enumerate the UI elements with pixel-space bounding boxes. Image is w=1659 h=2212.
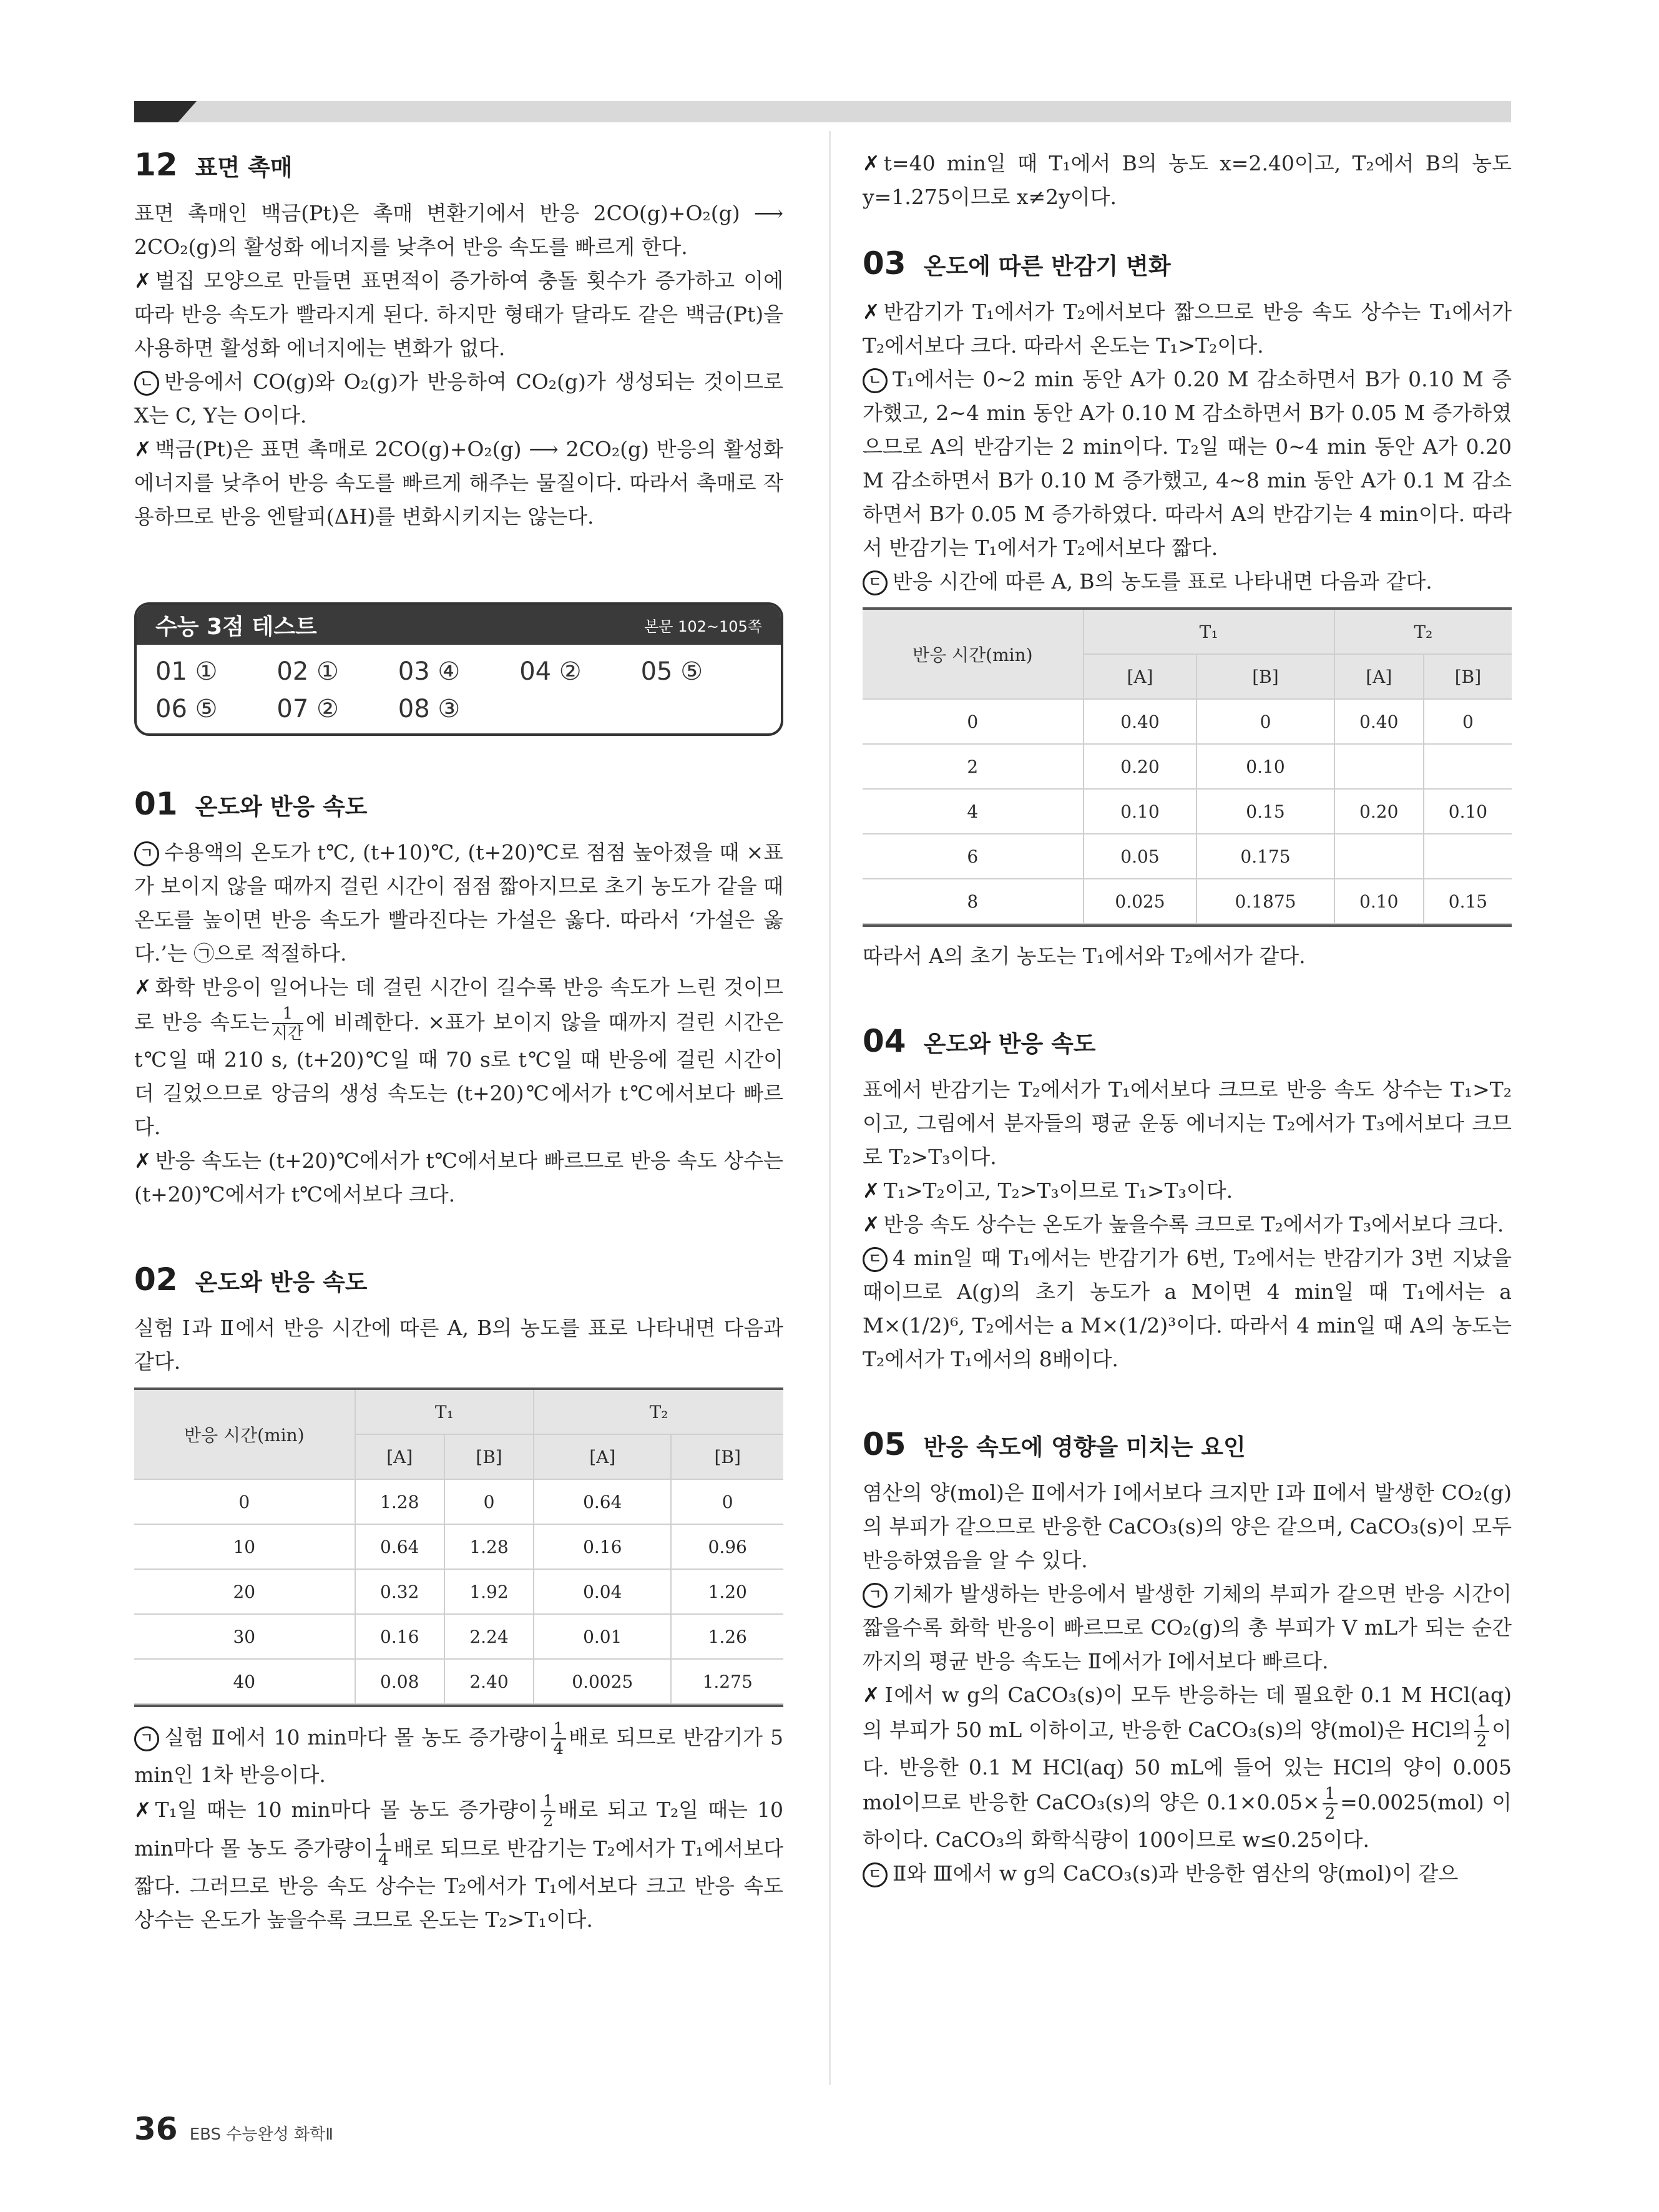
table-cell: 0.05 bbox=[1084, 834, 1197, 879]
fraction: $\frac{1}{\text{시간}}$ bbox=[272, 1004, 304, 1043]
table-cell: 10 bbox=[134, 1524, 355, 1569]
page-number: 36 bbox=[134, 2111, 178, 2147]
paragraph: 표에서 반감기는 T₂에서가 T₁에서보다 크므로 반응 속도 상수는 T₁>T₂이고, 그림에서 분자들의 평균 운동 에너지는 T₂에서가 T₃에서보다 크므로 T₂>T₃이다. bbox=[863, 1077, 1512, 1169]
table-cell: 0.175 bbox=[1197, 834, 1334, 879]
paragraph: ㄴ 반응에서 CO(g)와 O₂(g)가 반응하여 CO₂(g)가 생성되는 것이므로 X는 C, Y는 O이다. bbox=[134, 369, 783, 428]
table-cell: 0.15 bbox=[1424, 879, 1512, 924]
section-number: 12 bbox=[134, 147, 178, 183]
table-cell: 2.24 bbox=[444, 1614, 534, 1659]
answer-item: 08 ③ bbox=[398, 695, 461, 723]
paragraph: ㄴ T₁에서는 0~2 min 동안 A가 0.20 M 감소하면서 B가 0.10 M 증가했고, 2~4 min 동안 A가 0.10 M 감소하면서 B가 0.05 M 증가하였으므로 A의 반감기는 2 min이다. T₂일 때는 0~4 min 동안 A가 0.20 M 감소하면서 B가 0.10 M 증가했고, 4~8 min 동안 A가 0.1 M 감소하면서 B가 0.05 M 증가하였다. 따라서 A의 반감기는 4 min이다. 따라서 반감기는 T₁에서가 T₂에서보다 짧다. bbox=[863, 367, 1512, 560]
paragraph: ✗ 반응 속도 상수는 온도가 높을수록 크므로 T₂에서가 T₃에서보다 크다. bbox=[863, 1212, 1504, 1236]
section-number: 04 bbox=[863, 1023, 906, 1059]
data-table-03 bbox=[863, 607, 1512, 927]
answer-item: 05 ⑤ bbox=[640, 657, 703, 686]
table-header-time: 반응 시간(min) bbox=[134, 1390, 355, 1479]
right-column bbox=[863, 147, 1512, 1891]
answer-item: 04 ② bbox=[519, 657, 582, 686]
table-row bbox=[134, 1614, 783, 1659]
mark-ㄱ-icon: ㄱ bbox=[863, 1583, 888, 1608]
answer-item: 06 ⑤ bbox=[155, 695, 218, 723]
table-cell: 0.40 bbox=[1084, 699, 1197, 744]
header-bar bbox=[134, 101, 1511, 122]
table-cell: 1.275 bbox=[671, 1659, 783, 1704]
table-cell: 0 bbox=[863, 699, 1084, 744]
table-row bbox=[134, 1569, 783, 1614]
table-cell bbox=[1424, 834, 1512, 879]
paragraph: 실험 Ⅰ과 Ⅱ에서 반응 시간에 따른 A, B의 농도를 표로 나타내면 다음과 같다. bbox=[134, 1316, 783, 1374]
paragraph: 표면 촉매인 백금(Pt)은 촉매 변환기에서 반응 2CO(g)+O₂(g) ⟶ 2CO₂(g)의 활성화 에너지를 낮추어 반응 속도를 빠르게 한다. bbox=[134, 201, 783, 259]
table-row bbox=[134, 1659, 783, 1704]
paragraph: ㄱ 수용액의 온도가 t℃, (t+10)℃, (t+20)℃로 점점 높아졌을 때 ×표가 보이지 않을 때까지 걸린 시간이 점점 짧아지므로 초기 농도가 같을 때 온도를 높이면 반응 속도가 빨라진다는 가설은 옳다. 따라서 ‘가설은 옳다.’는 ㉠으로 적절하다. bbox=[134, 840, 783, 966]
paragraph: ✗ 반감기가 T₁에서가 T₂에서보다 짧으므로 반응 속도 상수는 T₁에서가 T₂에서보다 크다. 따라서 온도는 T₁>T₂이다. bbox=[863, 300, 1512, 358]
answer-grid bbox=[137, 645, 781, 733]
table-cell bbox=[1334, 744, 1424, 789]
table-header-a: [A] bbox=[1084, 654, 1197, 699]
table-cell: 0.1875 bbox=[1197, 879, 1334, 924]
table-cell: 0.64 bbox=[355, 1524, 444, 1569]
section-number: 05 bbox=[863, 1426, 906, 1462]
data-table-02 bbox=[134, 1387, 783, 1707]
table-header-t1: T₁ bbox=[355, 1390, 534, 1434]
x-mark-icon: ✗ bbox=[134, 1798, 152, 1822]
x-mark-icon: ✗ bbox=[134, 437, 152, 461]
paragraph: 염산의 양(mol)은 Ⅱ에서가 Ⅰ에서보다 크지만 Ⅰ과 Ⅱ에서 발생한 CO₂(g)의 부피가 같으므로 반응한 CaCO₃(s)의 양은 같으며, CaCO₃(s)이 모두 반응하였음을 알 수 있다. bbox=[863, 1480, 1512, 1572]
fraction: $\frac{1}{2}$ bbox=[1323, 1784, 1338, 1823]
table-cell: 0.32 bbox=[355, 1569, 444, 1614]
section-02-header bbox=[134, 1261, 783, 1298]
table-header-b: [B] bbox=[1197, 654, 1334, 699]
table-row bbox=[134, 1524, 783, 1569]
section-number: 03 bbox=[863, 245, 906, 281]
table-cell: 0 bbox=[444, 1479, 534, 1524]
section-title: 온도와 반응 속도 bbox=[195, 793, 368, 820]
section-title: 반응 속도에 영향을 미치는 요인 bbox=[923, 1434, 1246, 1461]
table-cell: 0.0025 bbox=[534, 1659, 671, 1704]
paragraph: ㄷ 반응 시간에 따른 A, B의 농도를 표로 나타내면 다음과 같다. bbox=[863, 565, 1512, 599]
table-cell: 4 bbox=[863, 789, 1084, 834]
table-cell: 40 bbox=[134, 1659, 355, 1704]
table-cell: 0.16 bbox=[355, 1614, 444, 1659]
table-cell: 1.28 bbox=[355, 1479, 444, 1524]
mark-ㄴ-icon: ㄴ bbox=[134, 371, 159, 396]
section-12-header bbox=[134, 147, 783, 183]
section-05-header bbox=[863, 1426, 1512, 1462]
table-header-a: [A] bbox=[355, 1434, 444, 1479]
table-cell: 1.92 bbox=[444, 1569, 534, 1614]
table-cell: 0.10 bbox=[1084, 789, 1197, 834]
x-mark-icon: ✗ bbox=[134, 975, 152, 999]
paragraph: ✗ T₁>T₂이고, T₂>T₃이므로 T₁>T₃이다. bbox=[863, 1178, 1233, 1203]
table-cell: 0.64 bbox=[534, 1479, 671, 1524]
table-cell: 30 bbox=[134, 1614, 355, 1659]
section-title: 온도와 반응 속도 bbox=[923, 1030, 1096, 1057]
section-number: 01 bbox=[134, 786, 178, 822]
fraction: $\frac{1}{2}$ bbox=[1474, 1712, 1490, 1751]
table-row bbox=[863, 789, 1512, 834]
table-cell: 0.01 bbox=[534, 1614, 671, 1659]
paragraph: ✗ T₁일 때는 10 min마다 몰 농도 증가량이 $\frac{1}{2}$ 배로 되고 T₂일 때는 10 min마다 몰 농도 증가량이 $\frac{1}{4}$ 배로 되므로 반감기는 T₂에서가 T₁에서보다 짧다. 그러므로 반응 속도 상수는 T₂에서가 T₁에서보다 크고 반응 속도 상수는 온도가 높을수록 크므로 온도는 T₂>T₁이다. bbox=[134, 1792, 783, 1932]
section-title: 표면 촉매 bbox=[195, 154, 293, 181]
x-mark-icon: ✗ bbox=[863, 1178, 880, 1203]
table-row bbox=[863, 834, 1512, 879]
answer-box-title: 수능 3점 테스트 bbox=[155, 614, 317, 640]
paragraph: ㄱ 실험 Ⅱ에서 10 min마다 몰 농도 증가량이 $\frac{1}{4}$ 배로 되므로 반감기가 5 min인 1차 반응이다. bbox=[134, 1720, 783, 1787]
x-mark-icon: ✗ bbox=[863, 1683, 880, 1707]
table-header-t2: T₂ bbox=[534, 1390, 783, 1434]
table-row bbox=[863, 744, 1512, 789]
table-cell: 0.10 bbox=[1197, 744, 1334, 789]
table-cell: 6 bbox=[863, 834, 1084, 879]
mark-ㄷ-icon: ㄷ bbox=[863, 1862, 888, 1887]
table-cell: 0.10 bbox=[1334, 879, 1424, 924]
fraction: $\frac{1}{4}$ bbox=[551, 1720, 567, 1758]
table-header-b: [B] bbox=[671, 1434, 783, 1479]
answer-item: 01 ① bbox=[155, 657, 218, 686]
answer-box bbox=[134, 602, 783, 736]
table-header-a: [A] bbox=[1334, 654, 1424, 699]
section-title: 온도와 반응 속도 bbox=[195, 1269, 368, 1296]
x-mark-icon: ✗ bbox=[863, 1212, 880, 1236]
paragraph: ✗ 반응 속도는 (t+20)℃에서가 t℃에서보다 빠르므로 반응 속도 상수는 (t+20)℃에서가 t℃에서보다 크다. bbox=[134, 1148, 783, 1206]
table-cell: 2 bbox=[863, 744, 1084, 789]
table-cell: 8 bbox=[863, 879, 1084, 924]
answer-item: 02 ① bbox=[276, 657, 339, 686]
table-cell: 0.40 bbox=[1334, 699, 1424, 744]
table-cell: 0 bbox=[134, 1479, 355, 1524]
section-03-header bbox=[863, 245, 1512, 281]
table-row bbox=[863, 879, 1512, 924]
table-cell: 1.20 bbox=[671, 1569, 783, 1614]
answer-box-pages: 본문 102~105쪽 bbox=[644, 617, 762, 635]
x-mark-icon: ✗ bbox=[863, 151, 880, 175]
table-cell bbox=[1424, 744, 1512, 789]
table-header-time: 반응 시간(min) bbox=[863, 610, 1084, 699]
mark-ㄱ-icon: ㄱ bbox=[134, 841, 159, 866]
paragraph: 따라서 A의 초기 농도는 T₁에서와 T₂에서가 같다. bbox=[863, 944, 1306, 968]
paragraph: ㄱ 기체가 발생하는 반응에서 발생한 기체의 부피가 같으면 반응 시간이 짧을수록 화학 반응이 빠르므로 CO₂(g)의 총 부피가 V mL가 되는 순간까지의 평균 반응 속도는 Ⅱ에서가 Ⅰ에서보다 빠르다. bbox=[863, 1582, 1512, 1673]
paragraph: ✗ 백금(Pt)은 표면 촉매로 2CO(g)+O₂(g) ⟶ 2CO₂(g) 반응의 활성화 에너지를 낮추어 반응 속도를 빠르게 해주는 물질이다. 따라서 촉매로 작용하므로 반응 엔탈피(ΔH)를 변화시키지는 않는다. bbox=[134, 437, 783, 529]
section-01-header bbox=[134, 786, 783, 822]
x-mark-icon: ✗ bbox=[863, 300, 880, 324]
table-cell: 2.40 bbox=[444, 1659, 534, 1704]
table-cell: 0 bbox=[1197, 699, 1334, 744]
paragraph: ✗ Ⅰ에서 w g의 CaCO₃(s)이 모두 반응하는 데 필요한 0.1 M HCl(aq)의 부피가 50 mL 이하이고, 반응한 CaCO₃(s)의 양(mol)은 HCl의 $\frac{1}{2}$ 이다. 반응한 0.1 M HCl(aq) 50 mL에 들어 있는 HCl의 양이 0.005 mol이므로 반응한 CaCO₃(s)의 양은 0.1×0.05× $\frac{1}{2}$ =0.0025(mol) 이하이다. CaCO₃의 화학식량이 100이므로 w≤0.25이다. bbox=[863, 1683, 1512, 1852]
book-title: EBS 수능완성 화학Ⅱ bbox=[189, 2125, 334, 2144]
answer-item: 03 ④ bbox=[398, 657, 461, 686]
column-divider bbox=[829, 131, 831, 2085]
table-cell: 0.10 bbox=[1424, 789, 1512, 834]
table-header-b: [B] bbox=[1424, 654, 1512, 699]
table-row bbox=[863, 699, 1512, 744]
table-cell: 0 bbox=[1424, 699, 1512, 744]
table-row bbox=[134, 1479, 783, 1524]
section-number: 02 bbox=[134, 1261, 178, 1298]
table-cell: 0.96 bbox=[671, 1524, 783, 1569]
mark-ㄱ-icon: ㄱ bbox=[134, 1726, 159, 1751]
table-cell: 0.04 bbox=[534, 1569, 671, 1614]
mark-ㄷ-icon: ㄷ bbox=[863, 1247, 888, 1272]
paragraph: ✗ 벌집 모양으로 만들면 표면적이 증가하여 충돌 횟수가 증가하고 이에 따라 반응 속도가 빨라지게 된다. 하지만 형태가 달라도 같은 백금(Pt)을 사용하면 활성화 에너지에는 변화가 없다. bbox=[134, 268, 783, 360]
left-column bbox=[134, 147, 783, 1937]
table-cell: 0.16 bbox=[534, 1524, 671, 1569]
table-cell: 20 bbox=[134, 1569, 355, 1614]
x-mark-icon: ✗ bbox=[134, 1148, 152, 1173]
paragraph: ✗ 화학 반응이 일어나는 데 걸린 시간이 길수록 반응 속도가 느린 것이므로 반응 속도는 $\frac{1}{\text{시간}}$ 에 비례한다. ×표가 보이지 않을 때까지 걸린 시간은 t℃일 때 210 s, (t+20)℃일 때 70 s로 t℃일 때 반응에 걸린 시간이 더 길었으므로 앙금의 생성 속도는 (t+20)℃에서가 t℃에서보다 빠르다. bbox=[134, 975, 783, 1139]
answer-item: 07 ② bbox=[276, 695, 339, 723]
mark-ㄷ-icon: ㄷ bbox=[863, 570, 888, 595]
table-cell: 0.08 bbox=[355, 1659, 444, 1704]
table-header-a: [A] bbox=[534, 1434, 671, 1479]
table-header-t2: T₂ bbox=[1334, 610, 1512, 654]
paragraph: ㄷ Ⅱ와 Ⅲ에서 w g의 CaCO₃(s)과 반응한 염산의 양(mol)이 같으 bbox=[863, 1857, 1512, 1891]
paragraph: ㄷ 4 min일 때 T₁에서는 반감기가 6번, T₂에서는 반감기가 3번 지났을 때이므로 A(g)의 초기 농도가 a M이면 4 min일 때 T₁에서는 a M×(1/2)⁶, T₂에서는 a M×(1/2)³이다. 따라서 4 min일 때 A의 농도는 T₂에서가 T₁에서의 8배이다. bbox=[863, 1246, 1512, 1371]
table-cell: 0.15 bbox=[1197, 789, 1334, 834]
answer-box-header bbox=[137, 605, 781, 645]
table-header-b: [B] bbox=[444, 1434, 534, 1479]
table-cell bbox=[1334, 834, 1424, 879]
table-cell: 1.26 bbox=[671, 1614, 783, 1659]
fraction: $\frac{1}{4}$ bbox=[376, 1831, 391, 1869]
table-cell: 0.20 bbox=[1334, 789, 1424, 834]
x-mark-icon: ✗ bbox=[134, 268, 152, 293]
section-04-header bbox=[863, 1023, 1512, 1059]
paragraph: ✗ t=40 min일 때 T₁에서 B의 농도 x=2.40이고, T₂에서 B의 농도 y=1.275이므로 x≠2y이다. bbox=[863, 151, 1512, 209]
page-footer bbox=[134, 2111, 333, 2147]
table-cell: 0.025 bbox=[1084, 879, 1197, 924]
section-title: 온도에 따른 반감기 변화 bbox=[923, 253, 1171, 280]
table-header-t1: T₁ bbox=[1084, 610, 1334, 654]
mark-ㄴ-icon: ㄴ bbox=[863, 368, 888, 393]
table-cell: 0.20 bbox=[1084, 744, 1197, 789]
table-cell: 1.28 bbox=[444, 1524, 534, 1569]
table-cell: 0 bbox=[671, 1479, 783, 1524]
fraction: $\frac{1}{2}$ bbox=[541, 1792, 556, 1831]
